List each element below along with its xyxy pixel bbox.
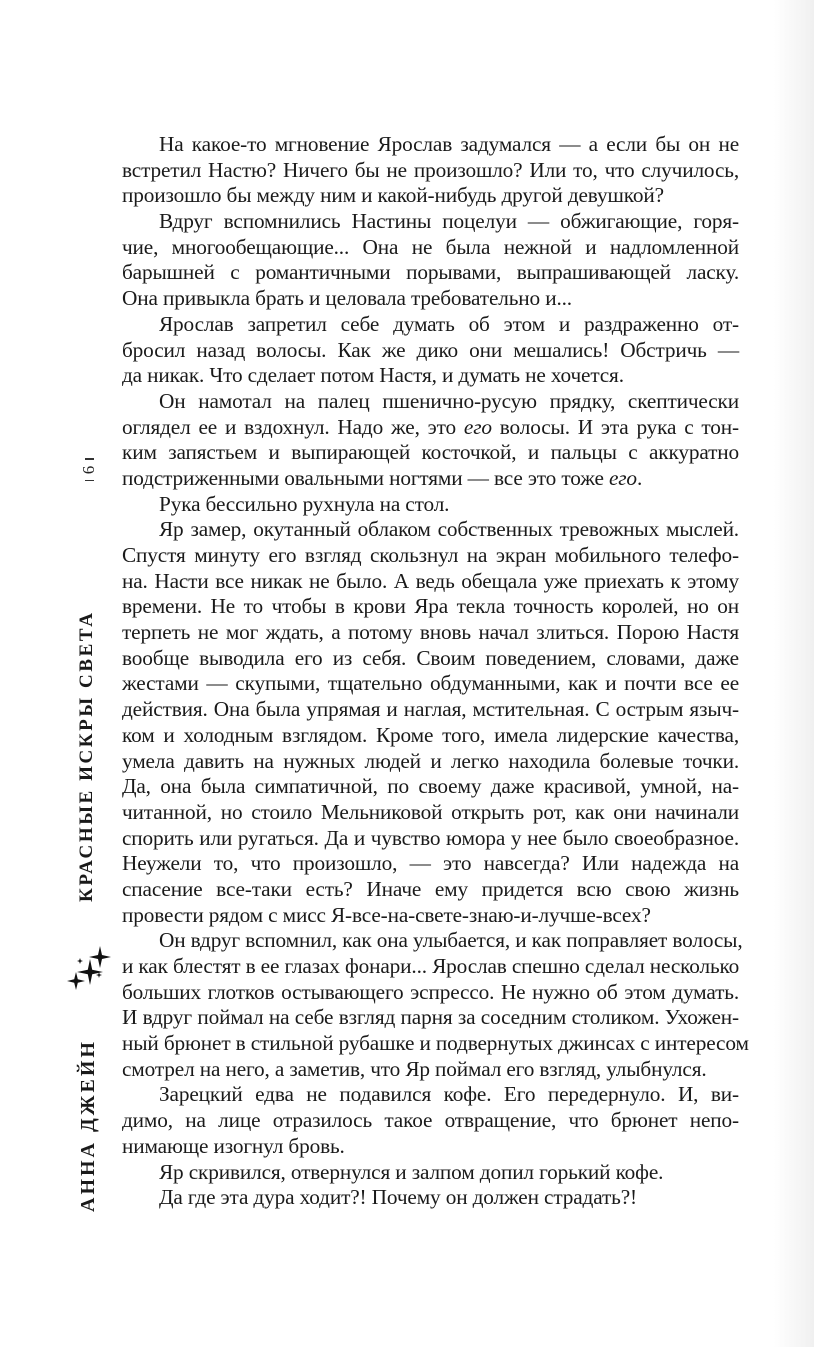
- text-line: [122, 466, 739, 492]
- text-line: спорить или ругаться. Да и чувство юмора у нее было своеобразное.: [122, 825, 739, 850]
- text-line: Ярослав запретил себе думать об этом и раздраженно от-: [159, 311, 739, 336]
- sparkles-icon: [66, 944, 112, 992]
- text-segment: оглядел ее и вздохнул. Надо же, это: [122, 414, 464, 439]
- text-segment: волосы. И эта рука с тон-: [491, 414, 739, 439]
- text-line: вообще выводила его из себя. Своим поведением, словами, даже: [122, 645, 739, 670]
- text-line: действия. Она была упрямая и наглая, мстительная. С острым языч-: [122, 697, 739, 722]
- text-line: Она привыкла брать и целовала требовательно и...: [122, 286, 572, 311]
- page-number-rule-top: [85, 458, 94, 460]
- text-line: на. Насти все никак не было. А ведь обещала уже приехать к этому: [122, 568, 739, 593]
- running-head-margin: [60, 0, 116, 1347]
- text-line: жестами — скупыми, тщательно обдуманными, как и почти все ее: [122, 671, 739, 696]
- book-title: КРАСНЫЕ ИСКРЫ СВЕТА: [76, 610, 97, 902]
- text-line: спасение все-таки есть? Иначе ему придется всю свою жизнь: [122, 876, 739, 901]
- text-line: встретил Настю? Ничего бы не произошло? Или то, что случилось,: [122, 157, 739, 182]
- text-line: больших глотков остывающего эспрессо. Не нужно об этом думать.: [122, 979, 739, 1004]
- text-line: Яр замер, окутанный облаком собственных тревожных мыслей.: [159, 517, 739, 542]
- chapter-body-text: [122, 132, 749, 1211]
- page-number-block: [79, 458, 98, 481]
- text-line: Да, она была симпатичной, по своему даже красивой, умной, на-: [122, 774, 739, 799]
- text-line: ким запястьем и выпирающей косточкой, и пальцы с аккуратно: [122, 440, 739, 465]
- text-line: читанной, но стоило Мельниковой открыть рот, как они начинали: [122, 799, 739, 824]
- text-segment: .: [636, 465, 643, 490]
- text-line: умела давить на нужных людей и легко находила болевые точки.: [122, 748, 739, 773]
- text-line: Неужели то, что произошло, — это навсегда? Или надежда на: [122, 851, 739, 876]
- text-segment: подстриженными овальными ногтями — все это тоже: [122, 465, 609, 490]
- text-line: произошло бы между ним и какой-нибудь другой девушкой?: [122, 183, 664, 208]
- text-line: бросил назад волосы. Как же дико они мешались! Обстричь —: [122, 337, 739, 362]
- text-line: провести рядом с мисс Я-все-на-свете-знаю-и-лучше-всех?: [122, 902, 651, 927]
- text-line: и как блестят в ее глазах фонари... Ярослав спешно сделал несколько: [122, 954, 740, 978]
- text-line: барышней с романтичными порывами, выпрашивающей ласку.: [122, 260, 739, 285]
- page-edge-shadow: [774, 0, 814, 1347]
- text-line: да никак. Что сделает потом Настя, и думать не хочется.: [122, 363, 624, 388]
- text-line: Спустя минуту его взгляд скользнул на экран мобильного телефо-: [122, 543, 739, 567]
- text-line: Вдруг вспомнились Настины поцелуи — обжигающие, горя-: [159, 209, 739, 234]
- text-line: И вдруг поймал на себе взгляд парня за соседним столиком. Ухожен-: [122, 1005, 739, 1030]
- text-line: чие, многообещающие... Она не была нежной и надломленной: [122, 234, 739, 259]
- text-line: нимающе изогнул бровь.: [122, 1133, 345, 1158]
- text-line: Рука бессильно рухнула на стол.: [159, 491, 450, 516]
- page-number: 6: [79, 465, 98, 474]
- author-name: АННА ДЖЕЙН: [77, 1039, 99, 1212]
- text-line: смотрел на него, а заметив, что Яр поймал его взгляд, улыбнулся.: [122, 1056, 707, 1081]
- text-line: Яр скривился, отвернулся и залпом допил горький кофе.: [159, 1159, 664, 1184]
- text-line: ком и холодным взглядом. Кроме того, имела лидерские качества,: [122, 722, 739, 747]
- page-number-rule-bottom: [85, 480, 94, 482]
- text-line: димо, на лице отразилось такое отвращение, что брюнет непо-: [122, 1108, 739, 1133]
- text-line: терпеть не мог ждать, а потому вновь начал злиться. Порою Настя: [122, 620, 739, 645]
- text-line: Да где эта дура ходит?! Почему он должен страдать?!: [159, 1185, 637, 1210]
- text-line: времени. Не то чтобы в крови Яра текла точность королей, но он: [122, 594, 739, 619]
- emphasis-text: его: [463, 414, 492, 439]
- text-line: ный брюнет в стильной рубашке и подвернутых джинсах с интересом: [122, 1031, 749, 1056]
- text-line: Он намотал на палец пшенично-русую прядку, скептически: [159, 388, 739, 413]
- text-line: Он вдруг вспомнил, как она улыбается, и как поправляет волосы,: [159, 928, 743, 953]
- text-line: [122, 415, 739, 441]
- emphasis-text: его: [608, 465, 637, 490]
- text-line: На какое-то мгновение Ярослав задумался — а если бы он не: [159, 132, 739, 156]
- text-line: Зарецкий едва не подавился кофе. Его передернуло. И, ви-: [159, 1082, 739, 1107]
